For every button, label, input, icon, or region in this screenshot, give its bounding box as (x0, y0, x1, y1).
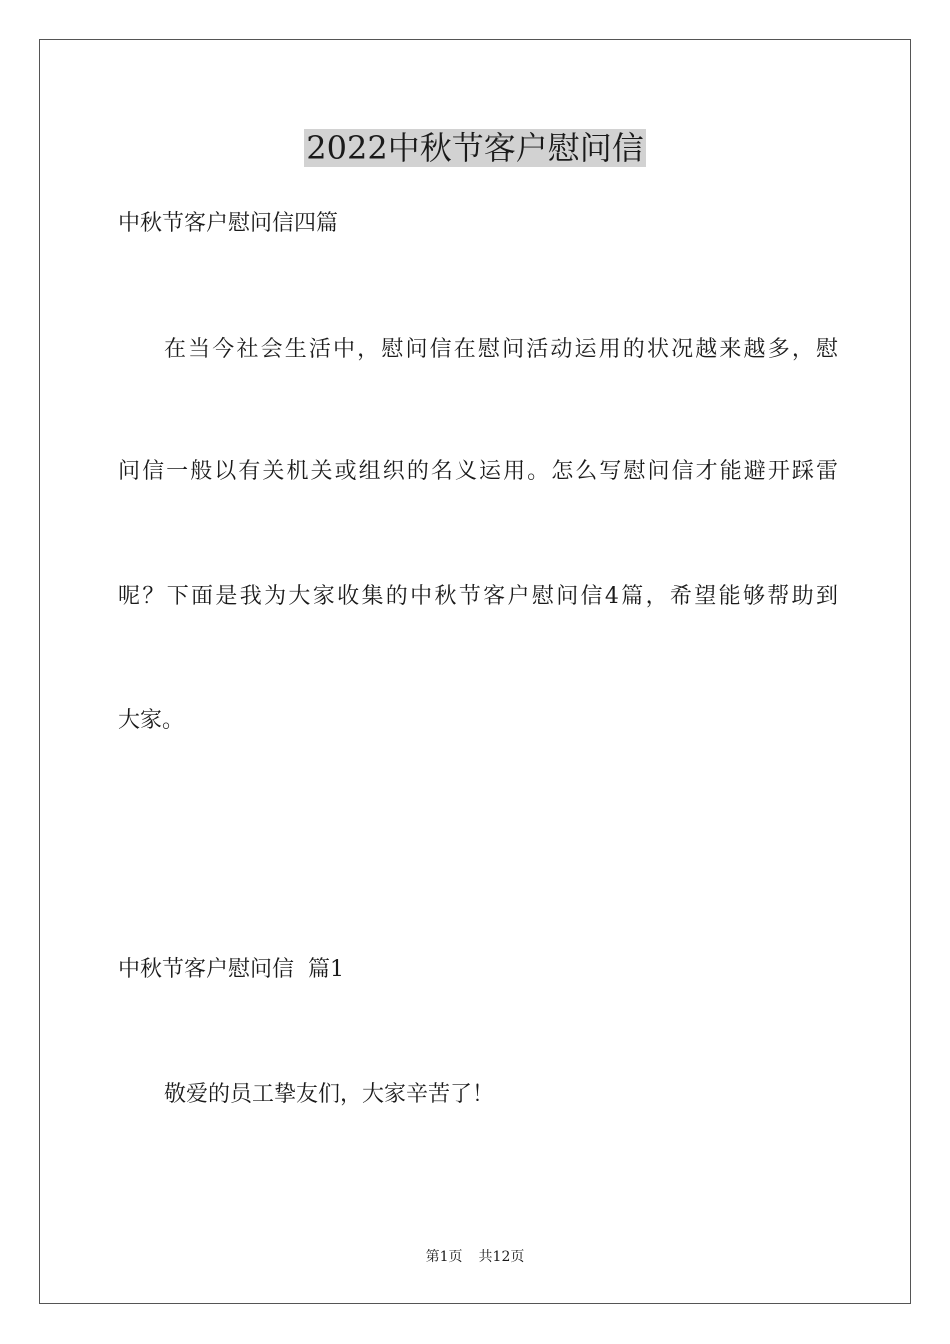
page-number-total: 共12页 (478, 1249, 525, 1265)
greeting-line: 敬爱的员工挚友们，大家辛苦了！ (164, 1082, 495, 1107)
document-title (0, 126, 950, 170)
intro-line-2: 问信一般以有关机关或组织的名义运用。怎么写慰问信才能避开踩雷 (118, 459, 838, 484)
document-subtitle: 中秋节客户慰问信四篇 (118, 211, 339, 236)
page-number-current: 第1页 (425, 1249, 463, 1265)
section-heading: 中秋节客户慰问信 篇1 (118, 957, 344, 982)
intro-line-1: 在当今社会生活中，慰问信在慰问活动运用的状况越来越多，慰 (164, 337, 838, 362)
document-title-text: 2022中秋节客户慰问信 (306, 129, 644, 167)
page-footer (0, 1247, 950, 1267)
intro-line-3: 呢？下面是我为大家收集的中秋节客户慰问信4篇，希望能够帮助到 (118, 584, 838, 609)
intro-line-4: 大家。 (118, 708, 185, 733)
